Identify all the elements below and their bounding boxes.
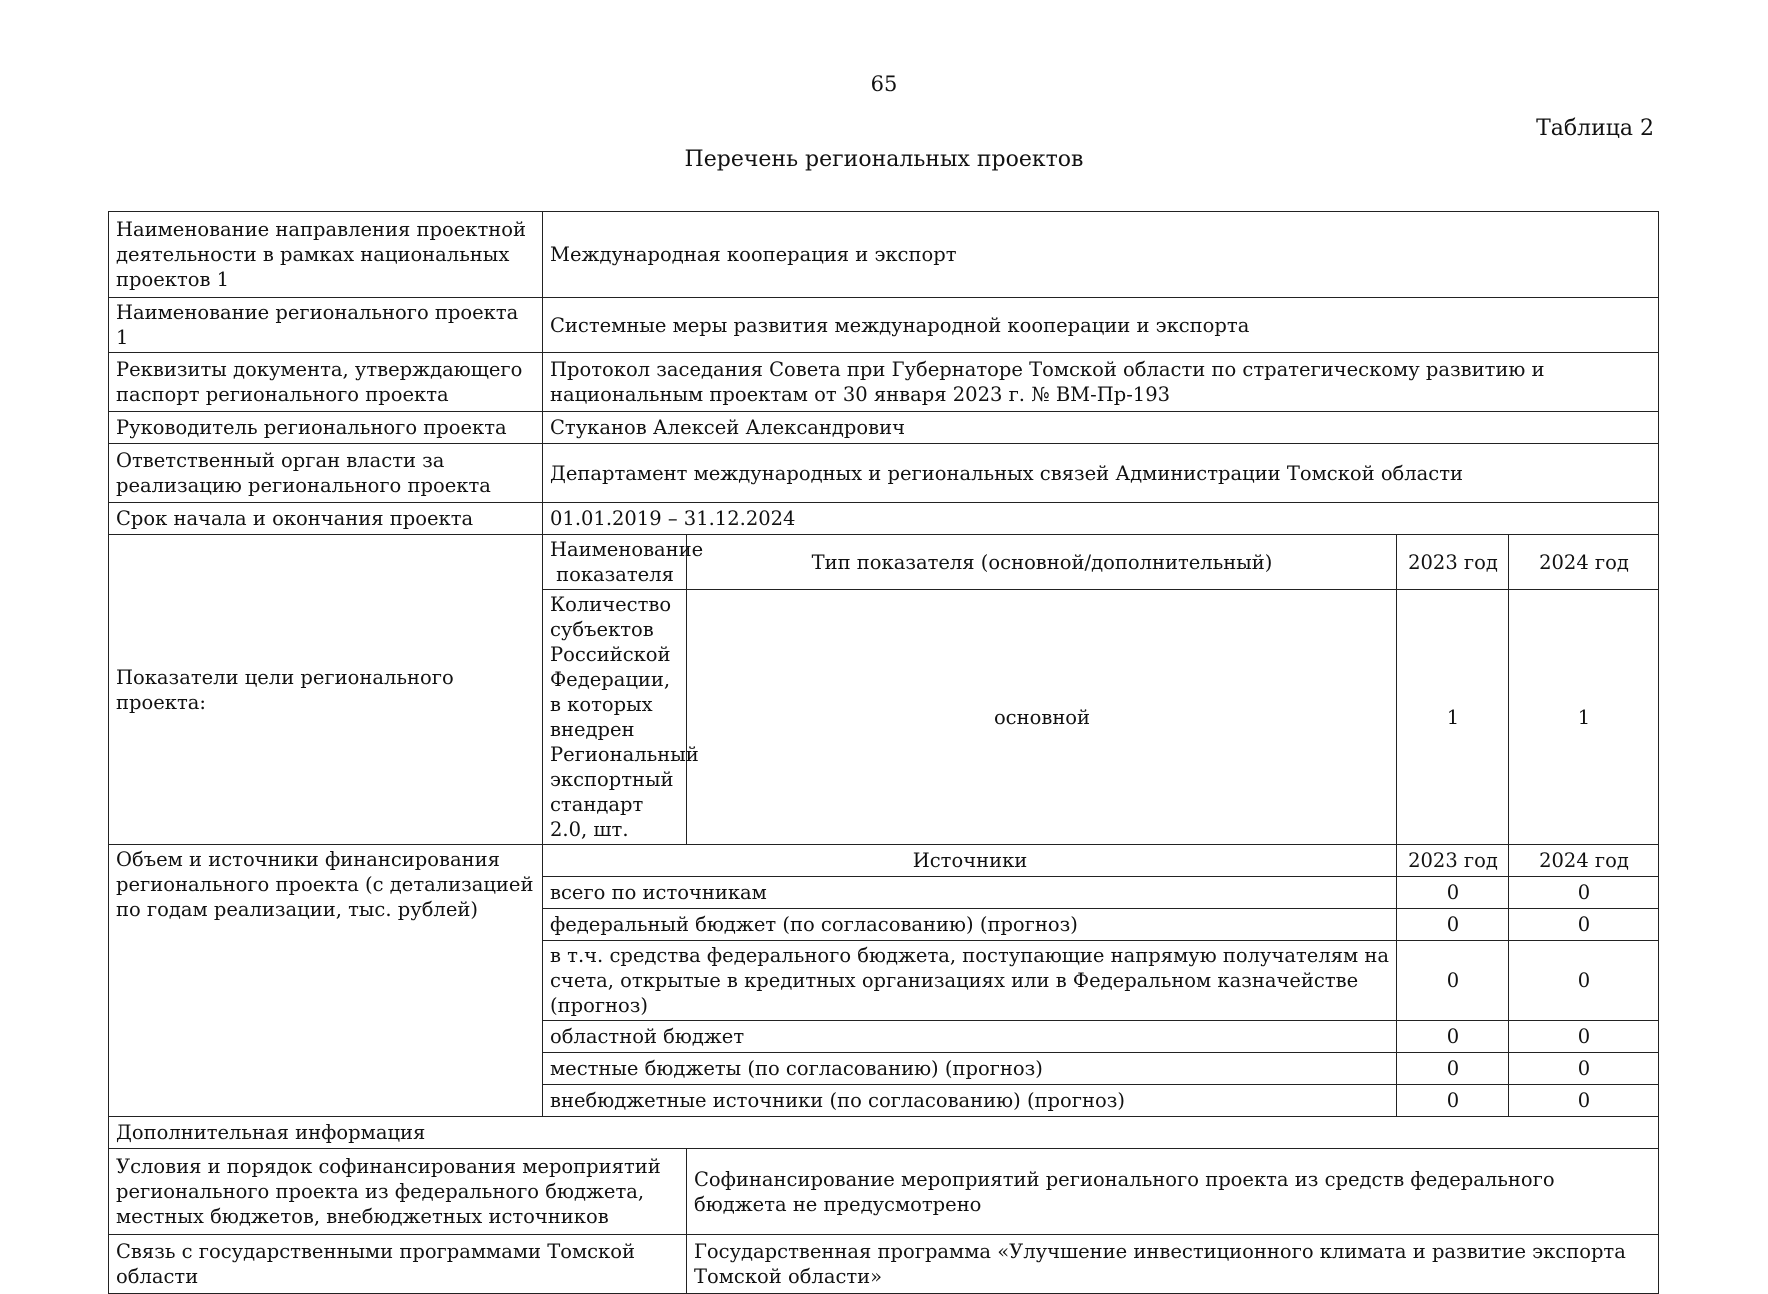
regional-projects-table <box>108 211 1659 1294</box>
financing-value-2024: 0 <box>1509 1021 1659 1053</box>
project-name-label: Наименование регионального проекта 1 <box>109 298 543 353</box>
indicator-type: основной <box>687 590 1397 845</box>
financing-source: всего по источникам <box>543 877 1397 909</box>
additional-info-title: Дополнительная информация <box>109 1117 1659 1149</box>
financing-value-2023: 0 <box>1397 941 1509 1021</box>
authority-label: Ответственный орган власти за реализацию регионального проекта <box>109 444 543 503</box>
financing-value-2023: 0 <box>1397 909 1509 941</box>
indicator-type-header: Тип показателя (основной/дополнительный) <box>687 535 1397 590</box>
authority-value: Департамент международных и региональных связей Администрации Томской области <box>543 444 1659 503</box>
financing-value-2023: 0 <box>1397 1053 1509 1085</box>
financing-2023-header: 2023 год <box>1397 845 1509 877</box>
head-label: Руководитель регионального проекта <box>109 412 543 444</box>
head-value: Стуканов Алексей Александрович <box>543 412 1659 444</box>
row-direction <box>109 212 1659 298</box>
financing-value-2024: 0 <box>1509 941 1659 1021</box>
financing-value-2023: 0 <box>1397 1085 1509 1117</box>
period-value: 01.01.2019 – 31.12.2024 <box>543 503 1659 535</box>
indicators-label: Показатели цели регионального проекта: <box>109 535 543 845</box>
financing-value-2023: 0 <box>1397 1021 1509 1053</box>
indicator-name: Количество субъектов Российской Федерации, в которых внедрен Региональный экспортный стандарт 2.0, шт. <box>543 590 687 845</box>
direction-value: Международная кооперация и экспорт <box>543 212 1659 298</box>
programs-value: Государственная программа «Улучшение инвестиционного климата и развитие экспорта Томской области» <box>687 1235 1659 1294</box>
page-number: 65 <box>870 72 898 96</box>
row-document <box>109 353 1659 412</box>
period-label: Срок начала и окончания проекта <box>109 503 543 535</box>
indicator-name-header: Наименование показателя <box>543 535 687 590</box>
cofinancing-label: Условия и порядок софинансирования мероприятий регионального проекта из федерального бюджета, местных бюджетов, внебюджетных источников <box>109 1149 687 1235</box>
table-label: Таблица 2 <box>1536 116 1654 141</box>
financing-source: местные бюджеты (по согласованию) (прогноз) <box>543 1053 1397 1085</box>
financing-source: федеральный бюджет (по согласованию) (прогноз) <box>543 909 1397 941</box>
row-project-name <box>109 298 1659 353</box>
indicators-header-row <box>109 535 1659 590</box>
financing-value-2024: 0 <box>1509 1085 1659 1117</box>
programs-label: Связь с государственными программами Томской области <box>109 1235 687 1294</box>
financing-value-2024: 0 <box>1509 909 1659 941</box>
project-name-value: Системные меры развития международной кооперации и экспорта <box>543 298 1659 353</box>
row-period <box>109 503 1659 535</box>
direction-label: Наименование направления проектной деятельности в рамках национальных проектов 1 <box>109 212 543 298</box>
programs-row <box>109 1235 1659 1294</box>
financing-value-2023: 0 <box>1397 877 1509 909</box>
row-head <box>109 412 1659 444</box>
financing-value-2024: 0 <box>1509 877 1659 909</box>
indicator-value-2023: 1 <box>1397 590 1509 845</box>
row-authority <box>109 444 1659 503</box>
cofinancing-value: Софинансирование мероприятий регионального проекта из средств федерального бюджета не предусмотрено <box>687 1149 1659 1235</box>
additional-info-row <box>109 1117 1659 1149</box>
indicator-2024-header: 2024 год <box>1509 535 1659 590</box>
document-value: Протокол заседания Совета при Губернаторе Томской области по стратегическому развитию и национальным проектам от 30 января 2023 г. № ВМ-Пр-193 <box>543 353 1659 412</box>
indicator-value-2024: 1 <box>1509 590 1659 845</box>
document-label: Реквизиты документа, утверждающего паспорт регионального проекта <box>109 353 543 412</box>
financing-header-row <box>109 845 1659 877</box>
cofinancing-row <box>109 1149 1659 1235</box>
financing-value-2024: 0 <box>1509 1053 1659 1085</box>
financing-source: в т.ч. средства федерального бюджета, поступающие напрямую получателям на счета, открытые в кредитных организациях или в Федеральном казначействе (прогноз) <box>543 941 1397 1021</box>
financing-label: Объем и источники финансирования регионального проекта (с детализацией по годам реализации, тыс. рублей) <box>109 845 543 1117</box>
document-title: Перечень региональных проектов <box>684 147 1084 172</box>
financing-source: внебюджетные источники (по согласованию) (прогноз) <box>543 1085 1397 1117</box>
financing-source: областной бюджет <box>543 1021 1397 1053</box>
financing-2024-header: 2024 год <box>1509 845 1659 877</box>
financing-source-header: Источники <box>543 845 1397 877</box>
indicator-2023-header: 2023 год <box>1397 535 1509 590</box>
